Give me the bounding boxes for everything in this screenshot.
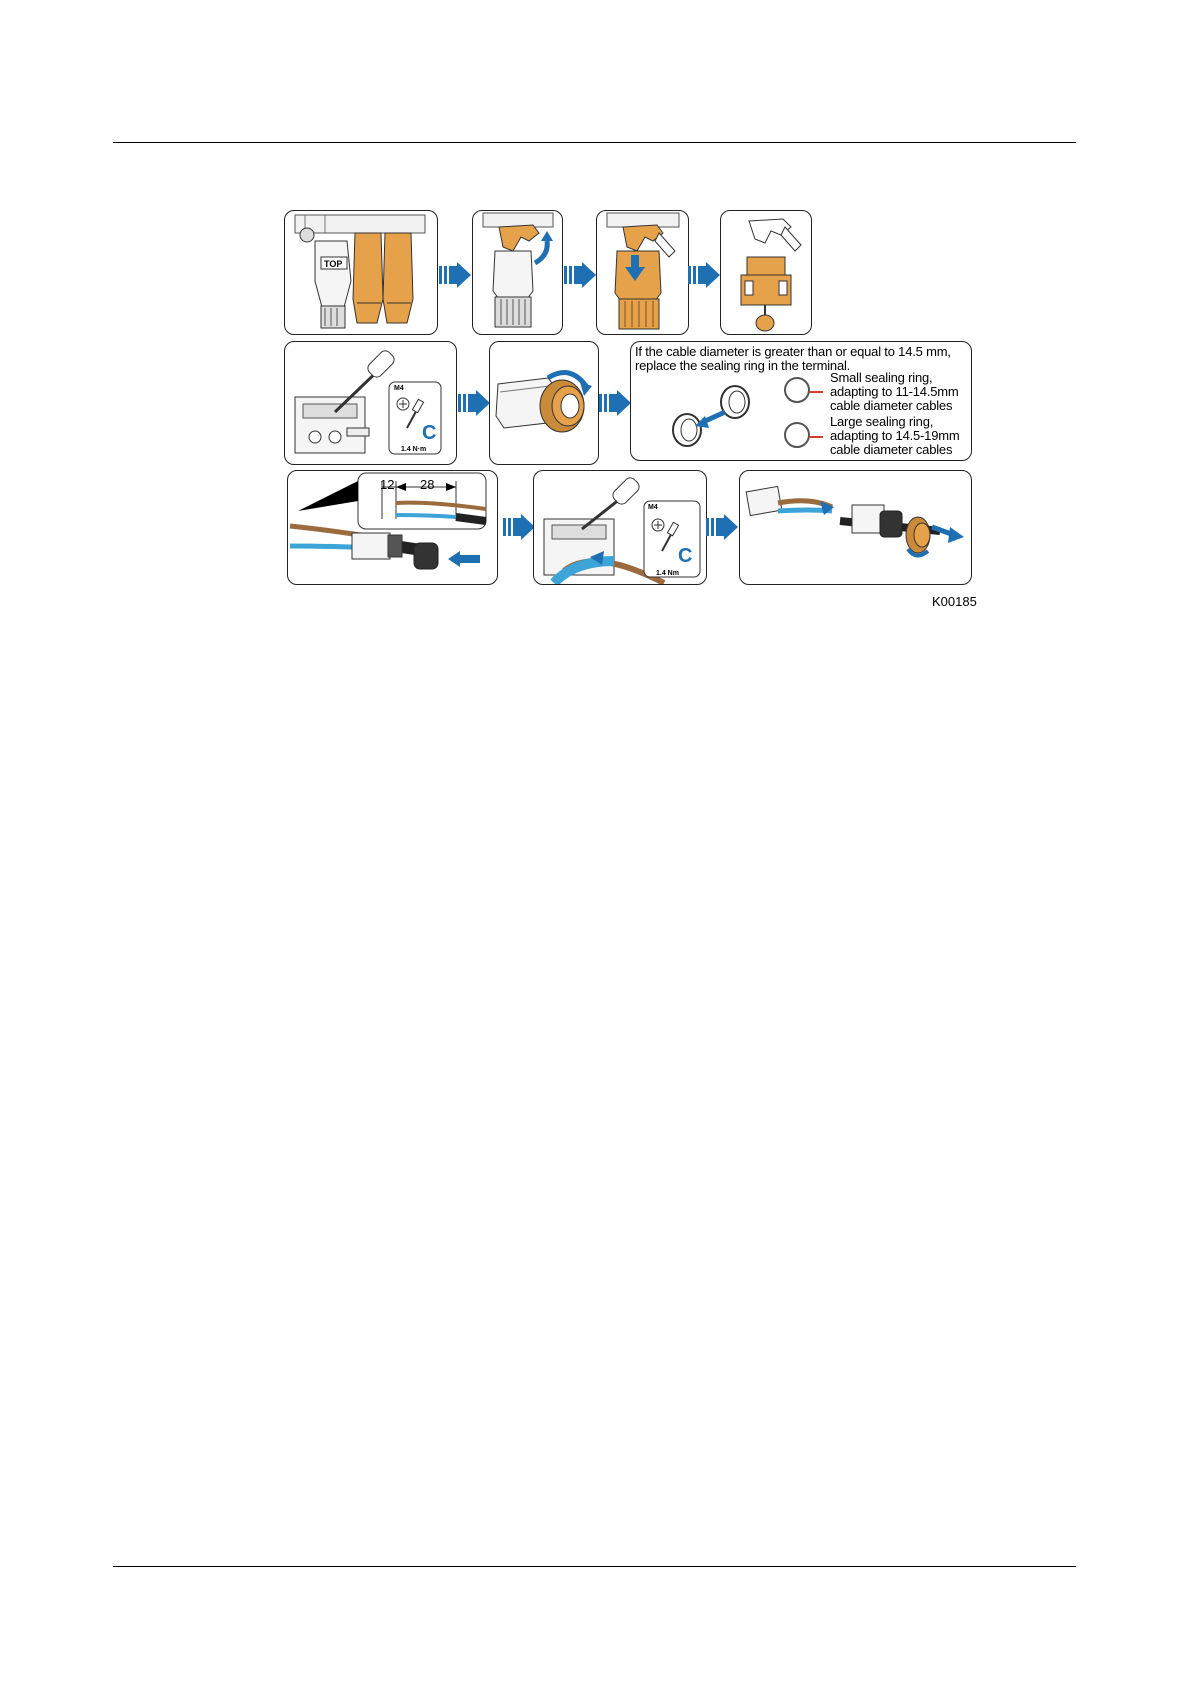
step-arrow-icon: [503, 514, 535, 540]
seal-ring-swap-illustration: [665, 372, 765, 452]
pull-connector-illustration: [597, 211, 688, 334]
step-arrow-icon: [599, 390, 631, 416]
sealing-ring-icons: [781, 372, 823, 452]
tool-size-label: M4: [394, 385, 404, 392]
step-panel-assemble-connector: [739, 470, 972, 585]
small-ring-line-3: cable diameter cables: [830, 398, 953, 413]
step-panel-pull-out-connector: [596, 210, 689, 335]
step-arrow-icon: [688, 262, 720, 288]
top-label: TOP: [324, 259, 343, 269]
strip-length-2: 28: [420, 477, 435, 492]
large-ring-line-1: Large sealing ring,: [830, 414, 934, 429]
large-ring-line-2: adapting to 14.5-19mm: [830, 428, 960, 443]
torque-value-label: 1.4 Nm: [656, 570, 679, 577]
large-ring-line-3: cable diameter cables: [830, 442, 953, 457]
step-panel-unlock-connector: [284, 210, 438, 335]
torque-value-label: 1.4 N·m: [401, 446, 427, 453]
step-panel-loosen-screws: [284, 341, 457, 465]
unscrew-locknut-illustration: [490, 342, 598, 464]
tool-letter: C: [422, 422, 437, 444]
tool-size-label: M4: [648, 504, 658, 511]
figure-code: K00185: [932, 594, 977, 609]
latch-press-illustration: [473, 211, 562, 334]
small-ring-line-2: adapting to 11-14.5mm: [830, 384, 959, 399]
strip-length-1: 12: [380, 477, 395, 492]
removed-connector-illustration: [721, 211, 811, 334]
seal-note-line-1: If the cable diameter is greater than or equal to 14.5 mm,: [635, 344, 951, 359]
step-panel-removed-connector: [720, 210, 812, 335]
step-panel-sealing-ring-note: [630, 341, 972, 461]
seal-note-line-2: replace the sealing ring in the terminal.: [635, 358, 851, 373]
assemble-connector-illustration: [740, 471, 971, 584]
step-arrow-icon: [706, 514, 738, 540]
step-panel-tighten-terminal: [533, 470, 707, 585]
small-ring-line-1: Small sealing ring,: [830, 370, 933, 385]
step-panel-unscrew-locknut: [489, 341, 599, 465]
step-arrow-icon: [458, 390, 490, 416]
footer-rule: [113, 1566, 1076, 1567]
step-arrow-icon: [564, 262, 596, 288]
step-panel-press-latch: [472, 210, 563, 335]
step-panel-strip-cable: [287, 470, 498, 585]
step-arrow-icon: [439, 262, 471, 288]
tool-letter: C: [678, 545, 693, 567]
header-rule: [113, 142, 1076, 143]
inverter-connectors-illustration: [285, 211, 437, 334]
